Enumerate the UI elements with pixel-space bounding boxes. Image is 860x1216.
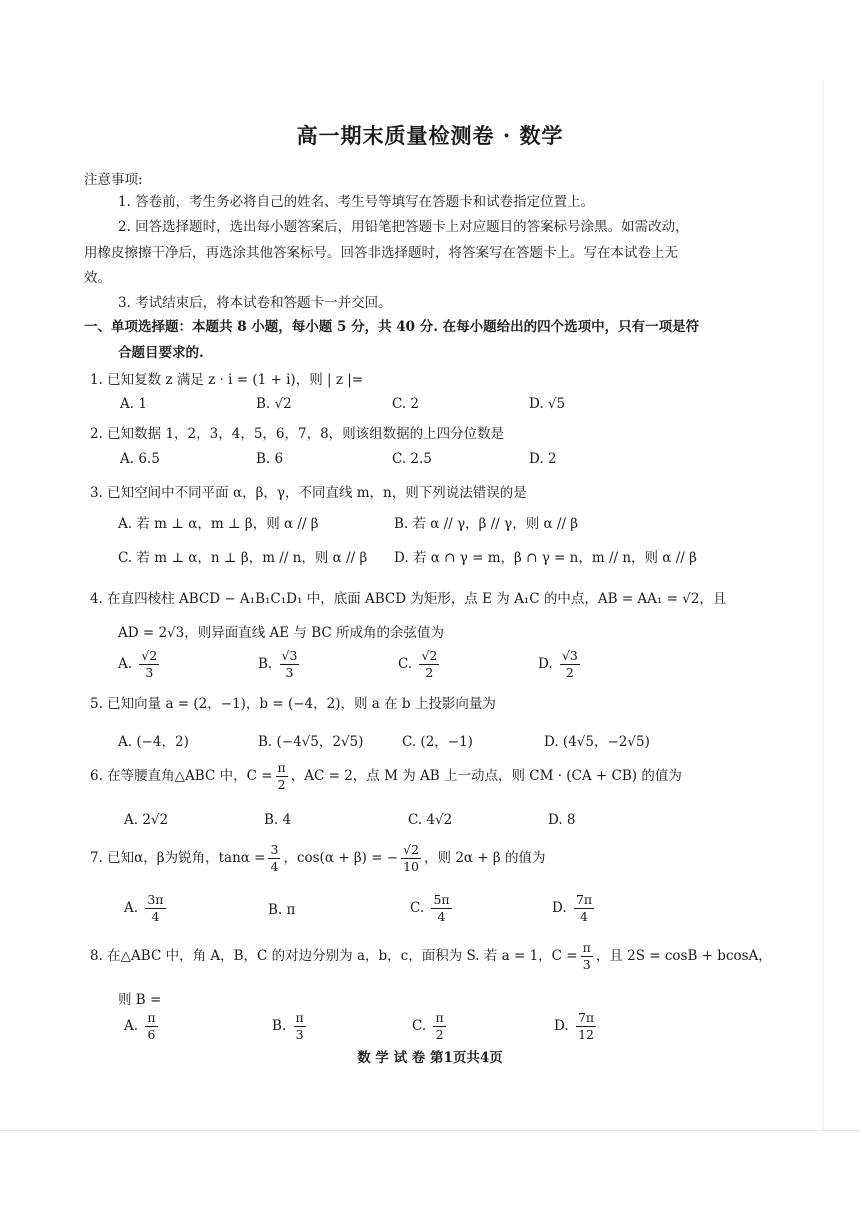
q8-option-d: D. $\frac{7\pi}{12}$ <box>554 1010 595 1042</box>
q7-option-d: D. $\frac{7\pi}{4}$ <box>552 892 593 924</box>
q5-option-a: A. (−4，2) <box>118 734 189 750</box>
q7-option-a: A. $\frac{3\pi}{4}$ <box>124 892 164 924</box>
notice-item-2-line-3: 效。 <box>84 270 111 286</box>
q3-option-a: A. 若 m ⊥ α，m ⊥ β，则 α // β <box>118 516 319 532</box>
q6-option-a: A. 2√2 <box>124 812 169 828</box>
q6-option-b: B. 4 <box>264 812 292 828</box>
q6-angle-fraction: $\frac{\pi}{2}$ <box>277 760 286 792</box>
q7-option-b: B. π <box>268 902 296 918</box>
notice-heading: 注意事项: <box>84 172 143 188</box>
notice-item-2-line-1: 2. 回答选择题时，选出每小题答案后，用铅笔把答题卡上对应题目的答案标号涂黑。如需改动， <box>118 219 689 235</box>
q8-option-a: A. $\frac{\pi}{6}$ <box>124 1010 156 1042</box>
q3-option-c: C. 若 m ⊥ α，n ⊥ β，m // n，则 α // β <box>118 550 368 566</box>
q4-option-c-fraction: $\frac{√2}{2}$ <box>421 648 438 680</box>
notice-item-3: 3. 考试结束后，将本试卷和答题卡一并交回。 <box>118 295 392 311</box>
q5-option-b: B. (−4√5，2√5) <box>258 734 364 750</box>
q7-option-d-fraction: $\frac{7\pi}{4}$ <box>575 892 593 924</box>
notice-item-1: 1. 答卷前，考生务必将自己的姓名、考生号等填写在答题卡和试卷指定位置上。 <box>118 194 595 210</box>
scan-right-edge <box>823 80 824 1130</box>
q5-option-c: C. (2，−1) <box>402 734 473 750</box>
q1-option-c: C. 2 <box>392 396 420 412</box>
q4-option-d-fraction: $\frac{√3}{2}$ <box>561 648 578 680</box>
q3-stem: 3. 已知空间中不同平面 α，β，γ，不同直线 m，n，则下列说法错误的是 <box>90 485 527 501</box>
q1-stem: 1. 已知复数 z 满足 z · i = (1 + i)，则 | z |= <box>90 372 364 388</box>
q7-cos-fraction: $\frac{√2}{10}$ <box>403 842 420 874</box>
q7-tan-fraction: $\frac{3}{4}$ <box>270 842 279 874</box>
q4-stem-line-2: AD = 2√3，则异面直线 AE 与 BC 所成角的余弦值为 <box>118 625 445 641</box>
q7-option-c-fraction: $\frac{5\pi}{4}$ <box>433 892 450 924</box>
q4-option-c: C. $\frac{√2}{2}$ <box>398 648 438 680</box>
q7-stem: 7. 已知α，β为锐角，tanα = $\frac{3}{4}$ ，cos(α + β) = − $\frac{√2}{10}$ ，则 2α + β 的值为 <box>90 842 546 874</box>
q2-stem: 2. 已知数据 1，2，3，4，5，6，7，8，则该组数据的上四分位数是 <box>90 426 505 442</box>
notice-item-2-line-2: 用橡皮擦擦干净后，再选涂其他答案标号。回答非选择题时，将答案写在答题卡上。写在本试卷上无 <box>84 245 678 261</box>
q7-option-a-fraction: $\frac{3\pi}{4}$ <box>147 892 164 924</box>
q8-angle-fraction: $\frac{\pi}{3}$ <box>582 940 591 972</box>
q4-option-b-fraction: $\frac{√3}{3}$ <box>281 648 298 680</box>
q4-option-d: D. $\frac{√3}{2}$ <box>538 648 578 680</box>
q7-option-c: C. $\frac{5\pi}{4}$ <box>410 892 450 924</box>
q6-option-c: C. 4√2 <box>408 812 453 828</box>
section-1-line-2: 合题目要求的. <box>118 345 204 361</box>
scan-edge-line <box>0 1130 860 1131</box>
q3-option-b: B. 若 α // γ，β // γ，则 α // β <box>394 516 579 532</box>
q8-option-c-fraction: $\frac{\pi}{2}$ <box>435 1010 444 1042</box>
q8-option-b-fraction: $\frac{\pi}{3}$ <box>295 1010 304 1042</box>
q8-option-d-fraction: $\frac{7\pi}{12}$ <box>577 1010 595 1042</box>
q2-option-b: B. 6 <box>256 451 284 467</box>
q2-option-d: D. 2 <box>529 451 557 467</box>
q8-stem-line-2: 则 B = <box>118 992 162 1008</box>
q6-stem: 6. 在等腰直角△ABC 中，C = $\frac{\pi}{2}$ ，AC = 2，点 M 为 AB 上一动点，则 CM · (CA + CB) 的值为 <box>90 760 682 792</box>
q5-stem: 5. 已知向量 a = (2，−1)，b = (−4，2)，则 a 在 b 上投影向量为 <box>90 696 496 712</box>
q4-stem-line-1: 4. 在直四棱柱 ABCD − A₁B₁C₁D₁ 中，底面 ABCD 为矩形，点 E 为 A₁C 的中点，AB = AA₁ = √2，且 <box>90 591 727 607</box>
q8-option-b: B. $\frac{\pi}{3}$ <box>272 1010 304 1042</box>
page-title: 高一期末质量检测卷 · 数学 <box>296 123 564 148</box>
q6-option-d: D. 8 <box>548 812 576 828</box>
q4-option-b: B. $\frac{√3}{3}$ <box>258 648 298 680</box>
q8-stem-line-1: 8. 在△ABC 中，角 A，B，C 的对边分别为 a，b，c，面积为 S. 若 a = 1，C = $\frac{\pi}{3}$ ，且 2S = cosB + bcosA， <box>90 940 772 972</box>
q1-option-d: D. √5 <box>529 396 566 412</box>
section-1-line-1: 一、单项选择题：本题共 8 小题，每小题 5 分，共 40 分. 在每小题给出的四个选项中，只有一项是符 <box>84 319 700 335</box>
q3-option-d: D. 若 α ∩ γ = m，β ∩ γ = n，m // n，则 α // β <box>394 550 697 566</box>
q1-option-b: B. √2 <box>256 396 292 412</box>
q4-option-a-fraction: $\frac{√2}{3}$ <box>141 648 158 680</box>
q8-option-c: C. $\frac{\pi}{2}$ <box>412 1010 444 1042</box>
q1-option-a: A. 1 <box>120 396 147 412</box>
q2-option-a: A. 6.5 <box>120 451 160 467</box>
q4-option-a: A. $\frac{√2}{3}$ <box>118 648 158 680</box>
q8-option-a-fraction: $\frac{\pi}{6}$ <box>147 1010 156 1042</box>
q5-option-d: D. (4√5，−2√5) <box>544 734 650 750</box>
q2-option-c: C. 2.5 <box>392 451 432 467</box>
page-footer: 数 学 试 卷 第1页共4页 <box>357 1050 503 1066</box>
